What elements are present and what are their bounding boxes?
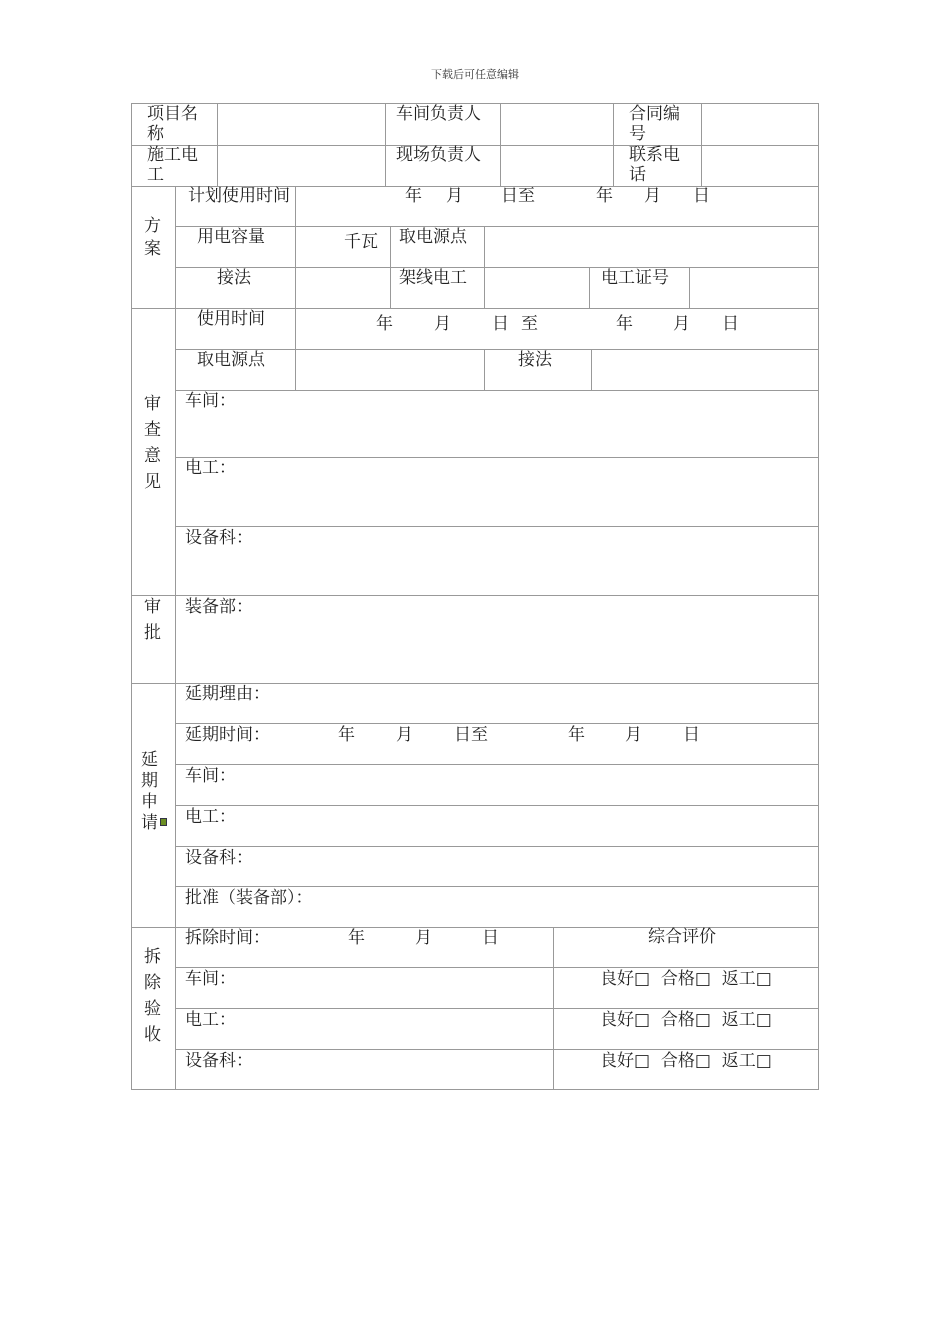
project-name-label: 项目名称 (147, 104, 198, 142)
row-line (175, 457, 819, 458)
row-line (175, 1049, 819, 1050)
review-day: 日 (492, 314, 509, 334)
col-line (484, 349, 485, 390)
col-line (591, 349, 592, 390)
edit-marker-icon (160, 818, 167, 826)
plan-section-label: 方案 (140, 216, 160, 262)
use-time-label: 使用时间 (197, 309, 265, 329)
col-line (217, 104, 218, 186)
extension-workshop-label: 车间： (185, 766, 236, 786)
removal-section-label: 拆除验收 (140, 947, 160, 1051)
row-line (175, 526, 819, 527)
extension-electrician-label: 电工： (185, 807, 236, 827)
col-line (295, 186, 296, 390)
extension-reason-label: 延期理由： (185, 684, 270, 704)
review-equipment-dept-label: 设备科： (185, 528, 253, 548)
extension-time-label: 延期时间： (185, 725, 270, 745)
col-line (689, 267, 690, 308)
row-line (175, 967, 819, 968)
power-capacity-label: 用电容量 (197, 227, 265, 247)
contact-phone-label: 联系电话 (629, 145, 680, 183)
review-wiring-label: 接法 (518, 350, 552, 370)
col-line (175, 186, 176, 1090)
evaluation-label: 综合评价 (648, 927, 716, 947)
col-line (390, 226, 391, 308)
equipment-division-label: 装备部： (185, 597, 253, 617)
removal-workshop-label: 车间： (185, 969, 236, 989)
row-line (175, 390, 819, 391)
review-year: 年 (376, 314, 393, 334)
plan-day: 日 (693, 186, 710, 206)
removal-electrician-rating[interactable]: 良好□ 合格□ 返工□ (600, 1010, 772, 1030)
row-line (175, 349, 819, 350)
extension-approval-label: 批准（装备部）： (185, 888, 313, 908)
line-electrician-label: 架线电工 (399, 268, 467, 288)
extension-section-text: 延期申请 (141, 750, 158, 833)
removal-equipment-rating[interactable]: 良好□ 合格□ 返工□ (600, 1051, 772, 1071)
review-workshop-label: 车间： (185, 391, 236, 411)
power-usage-form (131, 103, 819, 1090)
review-month: 月 (434, 314, 451, 334)
review-month-2: 月 (673, 314, 690, 334)
plan-power-source-label: 取电源点 (399, 227, 467, 247)
site-manager-label: 现场负责人 (396, 145, 481, 165)
review-day-2: 日 (722, 314, 739, 334)
review-to: 至 (521, 314, 538, 334)
electrician-cert-label: 电工证号 (601, 268, 669, 288)
removal-time-label: 拆除时间： (185, 928, 270, 948)
extension-equipment-dept-label: 设备科： (185, 848, 253, 868)
extension-year-2: 年 (568, 725, 585, 745)
workshop-manager-label: 车间负责人 (396, 104, 481, 124)
extension-month-2: 月 (625, 725, 642, 745)
approval-section-label: 审批 (140, 597, 160, 649)
review-section-label: 审查意见 (140, 394, 160, 498)
row-line (175, 805, 819, 806)
removal-day: 日 (482, 928, 499, 948)
removal-month: 月 (415, 928, 432, 948)
col-line (484, 226, 485, 308)
row-line (175, 886, 819, 887)
plan-year: 年 (405, 186, 422, 206)
planned-time-label: 计划使用时间 (188, 186, 290, 206)
extension-month: 月 (396, 725, 413, 745)
kilowatt-unit: 千瓦 (344, 232, 378, 252)
contract-number-label: 合同编号 (629, 104, 680, 142)
col-line (500, 104, 501, 186)
extension-day-to: 日至 (454, 725, 488, 745)
col-line (385, 104, 386, 186)
col-line (701, 104, 702, 186)
row-line (175, 1008, 819, 1009)
plan-day-to: 日至 (501, 186, 535, 206)
plan-month: 月 (446, 186, 463, 206)
plan-wiring-label: 接法 (217, 268, 251, 288)
plan-year-2: 年 (596, 186, 613, 206)
removal-electrician-label: 电工： (185, 1010, 236, 1030)
row-line (175, 764, 819, 765)
col-line (589, 267, 590, 308)
plan-month-2: 月 (644, 186, 661, 206)
col-line (553, 927, 554, 1090)
row-line (132, 595, 819, 596)
removal-equipment-dept-label: 设备科： (185, 1051, 253, 1071)
extension-section-label (141, 750, 167, 834)
review-electrician-label: 电工： (185, 458, 236, 478)
extension-year: 年 (338, 725, 355, 745)
row-line (175, 846, 819, 847)
review-power-source-label: 取电源点 (197, 350, 265, 370)
construction-electrician-label: 施工电工 (147, 145, 198, 183)
removal-year: 年 (348, 928, 365, 948)
row-line (175, 226, 819, 227)
row-line (175, 267, 819, 268)
page-header-note: 下载后可任意编辑 (431, 68, 519, 81)
row-line (175, 723, 819, 724)
extension-day: 日 (683, 725, 700, 745)
removal-workshop-rating[interactable]: 良好□ 合格□ 返工□ (600, 969, 772, 989)
review-year-2: 年 (616, 314, 633, 334)
col-line (613, 104, 614, 186)
